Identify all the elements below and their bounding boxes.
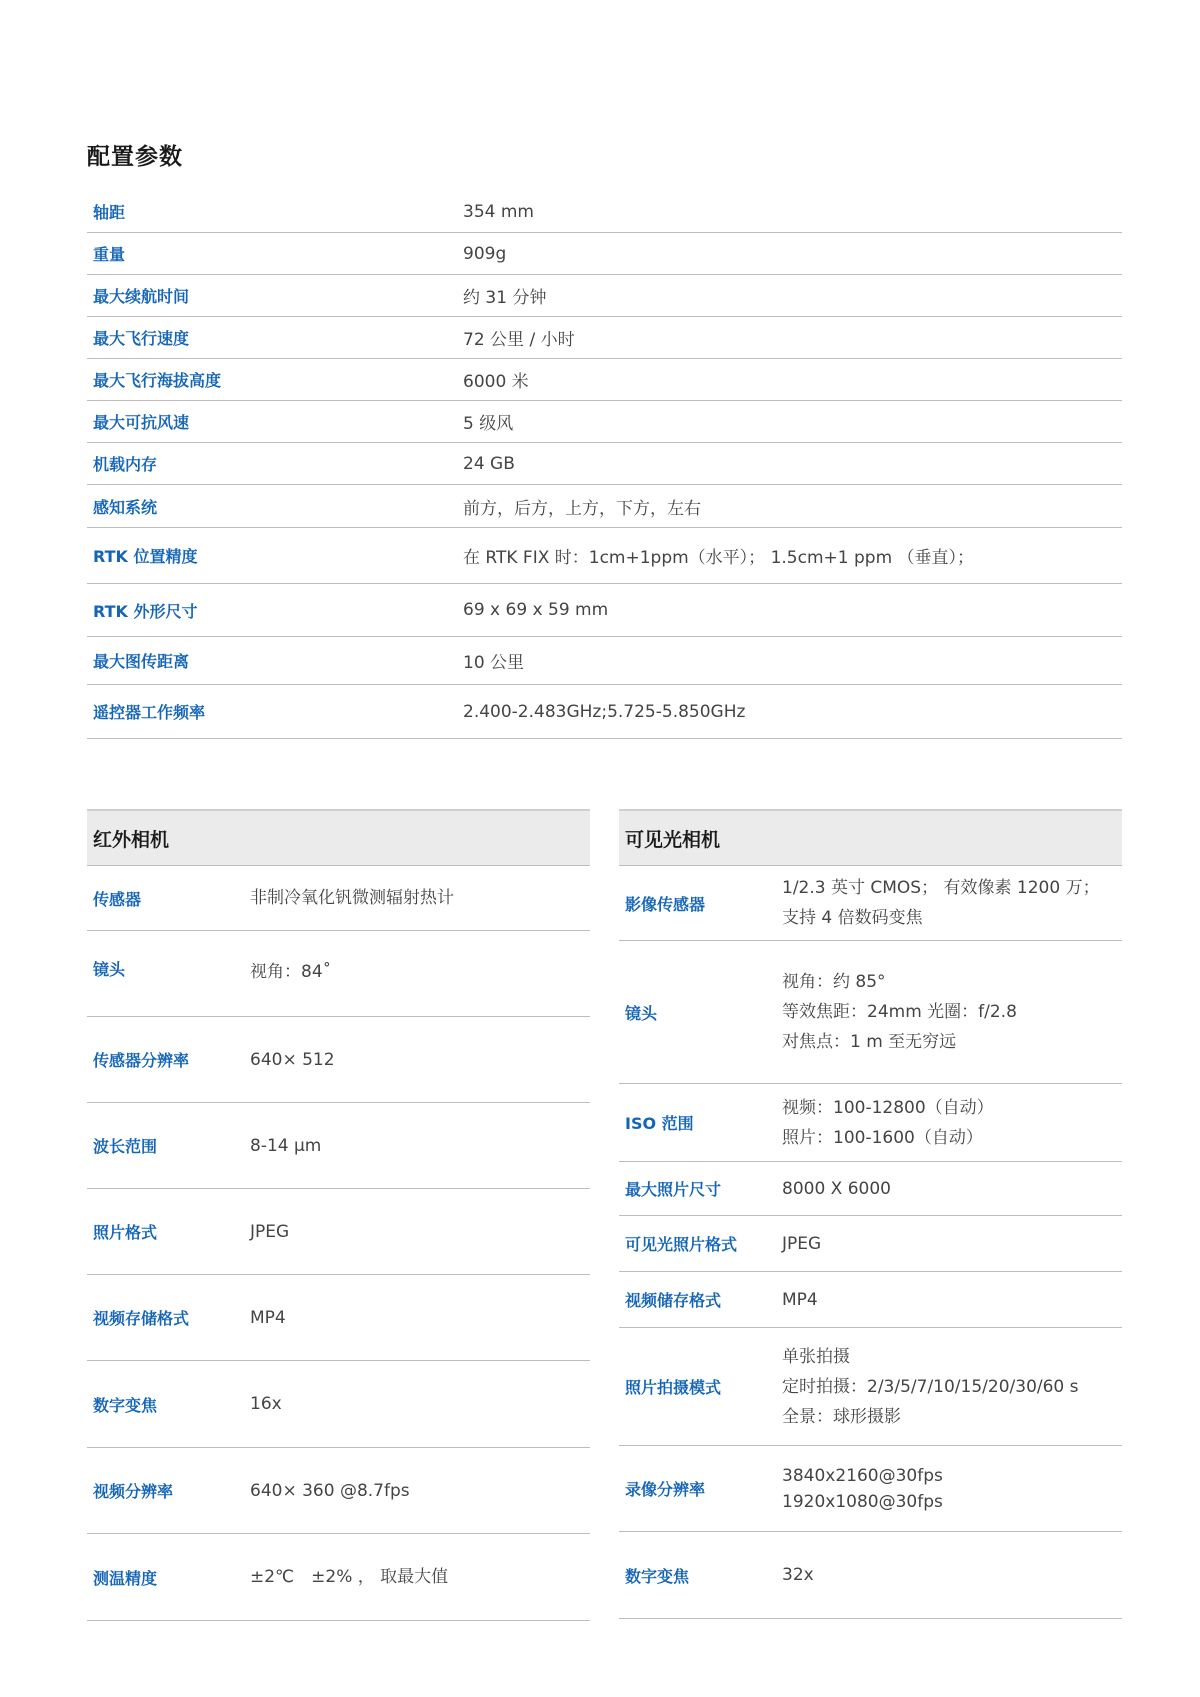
row-label: 波长范围 <box>93 1137 158 1156</box>
spec-row <box>87 401 1122 443</box>
table-row <box>619 1216 1122 1272</box>
table-row <box>619 1328 1122 1446</box>
value-line: 支持 4 倍数码变焦 <box>782 908 923 928</box>
spec-value: 5 级风 <box>463 414 514 434</box>
spec-label: RTK 外形尺寸 <box>93 601 198 621</box>
row-value: 640× 512 <box>250 1049 335 1070</box>
value-line: 3840x2160@30fps <box>782 1465 943 1486</box>
row-label: 视频分辨率 <box>93 1482 174 1501</box>
value-line: 1/2.3 英寸 CMOS； 有效像素 1200 万； <box>782 878 1100 898</box>
spec-row <box>87 191 1122 233</box>
spec-row <box>87 317 1122 359</box>
value-line: 对焦点：1 m 至无穷远 <box>782 1032 957 1052</box>
spec-label: 遥控器工作频率 <box>93 703 206 722</box>
row-label: 最大照片尺寸 <box>625 1180 722 1199</box>
spec-value: 909g <box>463 243 507 264</box>
spec-label: 机载内存 <box>93 455 158 474</box>
spec-row <box>87 584 1122 637</box>
spec-row <box>87 443 1122 485</box>
row-value <box>782 1229 1122 1259</box>
value-line: 全景：球形摄影 <box>782 1406 901 1427</box>
row-value: ±2℃ ±2% ， 取最大值 <box>250 1567 449 1587</box>
row-value <box>782 873 1122 933</box>
spec-value: 在 RTK FIX 时：1cm+1ppm（水平）； 1.5cm+1 ppm （垂直）； <box>463 548 975 568</box>
table-row <box>87 1534 590 1621</box>
row-value: 16x <box>250 1394 282 1414</box>
value-line: 照片：100-1600（自动） <box>782 1127 983 1148</box>
row-value <box>782 1342 1122 1432</box>
table-row <box>619 1532 1122 1619</box>
row-value: MP4 <box>250 1307 286 1328</box>
row-value <box>782 1285 1122 1315</box>
row-label: 数字变焦 <box>93 1395 158 1415</box>
spec-label: 重量 <box>93 245 126 264</box>
table-row <box>87 931 590 1017</box>
infrared-camera-panel <box>87 809 590 1621</box>
spec-value: 6000 米 <box>463 372 529 392</box>
row-value: 8-14 μm <box>250 1135 322 1156</box>
row-label: 测温精度 <box>93 1568 158 1588</box>
value-line: 等效焦距：24mm 光圈：f/2.8 <box>782 1002 1017 1022</box>
visible-camera-panel <box>619 809 1122 1619</box>
row-label: 可见光照片格式 <box>625 1235 738 1254</box>
spec-value: 约 31 分钟 <box>463 288 547 308</box>
row-label: 视频储存格式 <box>625 1291 722 1310</box>
row-label: 影像传感器 <box>625 894 706 914</box>
spec-row <box>87 685 1122 739</box>
value-line: 单张拍摄 <box>782 1346 850 1367</box>
table-row <box>87 1448 590 1534</box>
spec-label: 最大飞行海拔高度 <box>93 371 222 390</box>
table-row <box>87 866 590 931</box>
row-label: 录像分辨率 <box>625 1480 706 1499</box>
row-label: 视频存储格式 <box>93 1309 190 1328</box>
row-value: JPEG <box>250 1221 290 1242</box>
table-row <box>619 1272 1122 1328</box>
value-line: 视频：100-12800（自动） <box>782 1097 994 1118</box>
spec-value: 354 mm <box>463 201 534 222</box>
spec-label: 轴距 <box>93 203 126 222</box>
spec-row <box>87 233 1122 275</box>
spec-row <box>87 359 1122 401</box>
spec-value: 前方，后方，上方，下方，左右 <box>463 498 701 519</box>
value-line: 32x <box>782 1565 814 1585</box>
spec-row <box>87 485 1122 528</box>
spec-value: 72 公里 / 小时 <box>463 330 575 350</box>
table-row <box>619 866 1122 941</box>
table-row <box>87 1361 590 1448</box>
table-row <box>87 1017 590 1103</box>
value-line: MP4 <box>782 1289 818 1310</box>
table-row <box>619 1162 1122 1216</box>
infrared-camera-title: 红外相机 <box>87 809 590 866</box>
row-value: 640× 360 @8.7fps <box>250 1480 410 1501</box>
value-line: JPEG <box>782 1233 822 1254</box>
value-line: 8000 X 6000 <box>782 1178 891 1199</box>
spec-label: 最大可抗风速 <box>93 413 190 432</box>
table-row <box>619 1084 1122 1162</box>
row-label: 传感器分辨率 <box>93 1051 190 1070</box>
row-value: 非制冷氧化钒微测辐射热计 <box>250 888 454 908</box>
row-label: 照片拍摄模式 <box>625 1378 722 1397</box>
row-value <box>782 1174 1122 1204</box>
row-value <box>782 1463 1122 1515</box>
row-label: 传感器 <box>93 889 142 909</box>
row-label: 照片格式 <box>93 1223 158 1242</box>
page-title: 配置参数 <box>87 144 183 170</box>
spec-label: 最大图传距离 <box>93 652 190 671</box>
value-line: 1920x1080@30fps <box>782 1491 943 1512</box>
row-value <box>782 1560 1122 1590</box>
row-label: 镜头 <box>625 1003 658 1023</box>
spec-label: 最大飞行速度 <box>93 329 190 348</box>
table-row <box>87 1275 590 1361</box>
spec-label: 最大续航时间 <box>93 287 190 306</box>
table-row <box>619 1446 1122 1532</box>
row-label: ISO 范围 <box>625 1114 694 1133</box>
spec-table <box>87 191 1122 739</box>
spec-row <box>87 637 1122 685</box>
spec-value: 24 GB <box>463 453 515 474</box>
visible-camera-title: 可见光相机 <box>619 809 1122 866</box>
value-line: 视角：约 85° <box>782 972 886 992</box>
row-value: 视角：84˚ <box>250 962 332 982</box>
table-row <box>87 1103 590 1189</box>
table-row <box>87 1189 590 1275</box>
spec-label: 感知系统 <box>93 497 158 517</box>
row-label: 数字变焦 <box>625 1566 690 1586</box>
table-row <box>619 941 1122 1084</box>
spec-value: 10 公里 <box>463 653 525 673</box>
spec-row <box>87 275 1122 317</box>
spec-value: 69 x 69 x 59 mm <box>463 600 609 620</box>
spec-row <box>87 528 1122 584</box>
value-line: 定时拍摄：2/3/5/7/10/15/20/30/60 s <box>782 1376 1079 1397</box>
row-label: 镜头 <box>93 960 126 979</box>
row-value <box>782 1093 1122 1153</box>
spec-label: RTK 位置精度 <box>93 547 198 566</box>
spec-value: 2.400-2.483GHz;5.725-5.850GHz <box>463 701 746 722</box>
row-value <box>782 967 1122 1057</box>
